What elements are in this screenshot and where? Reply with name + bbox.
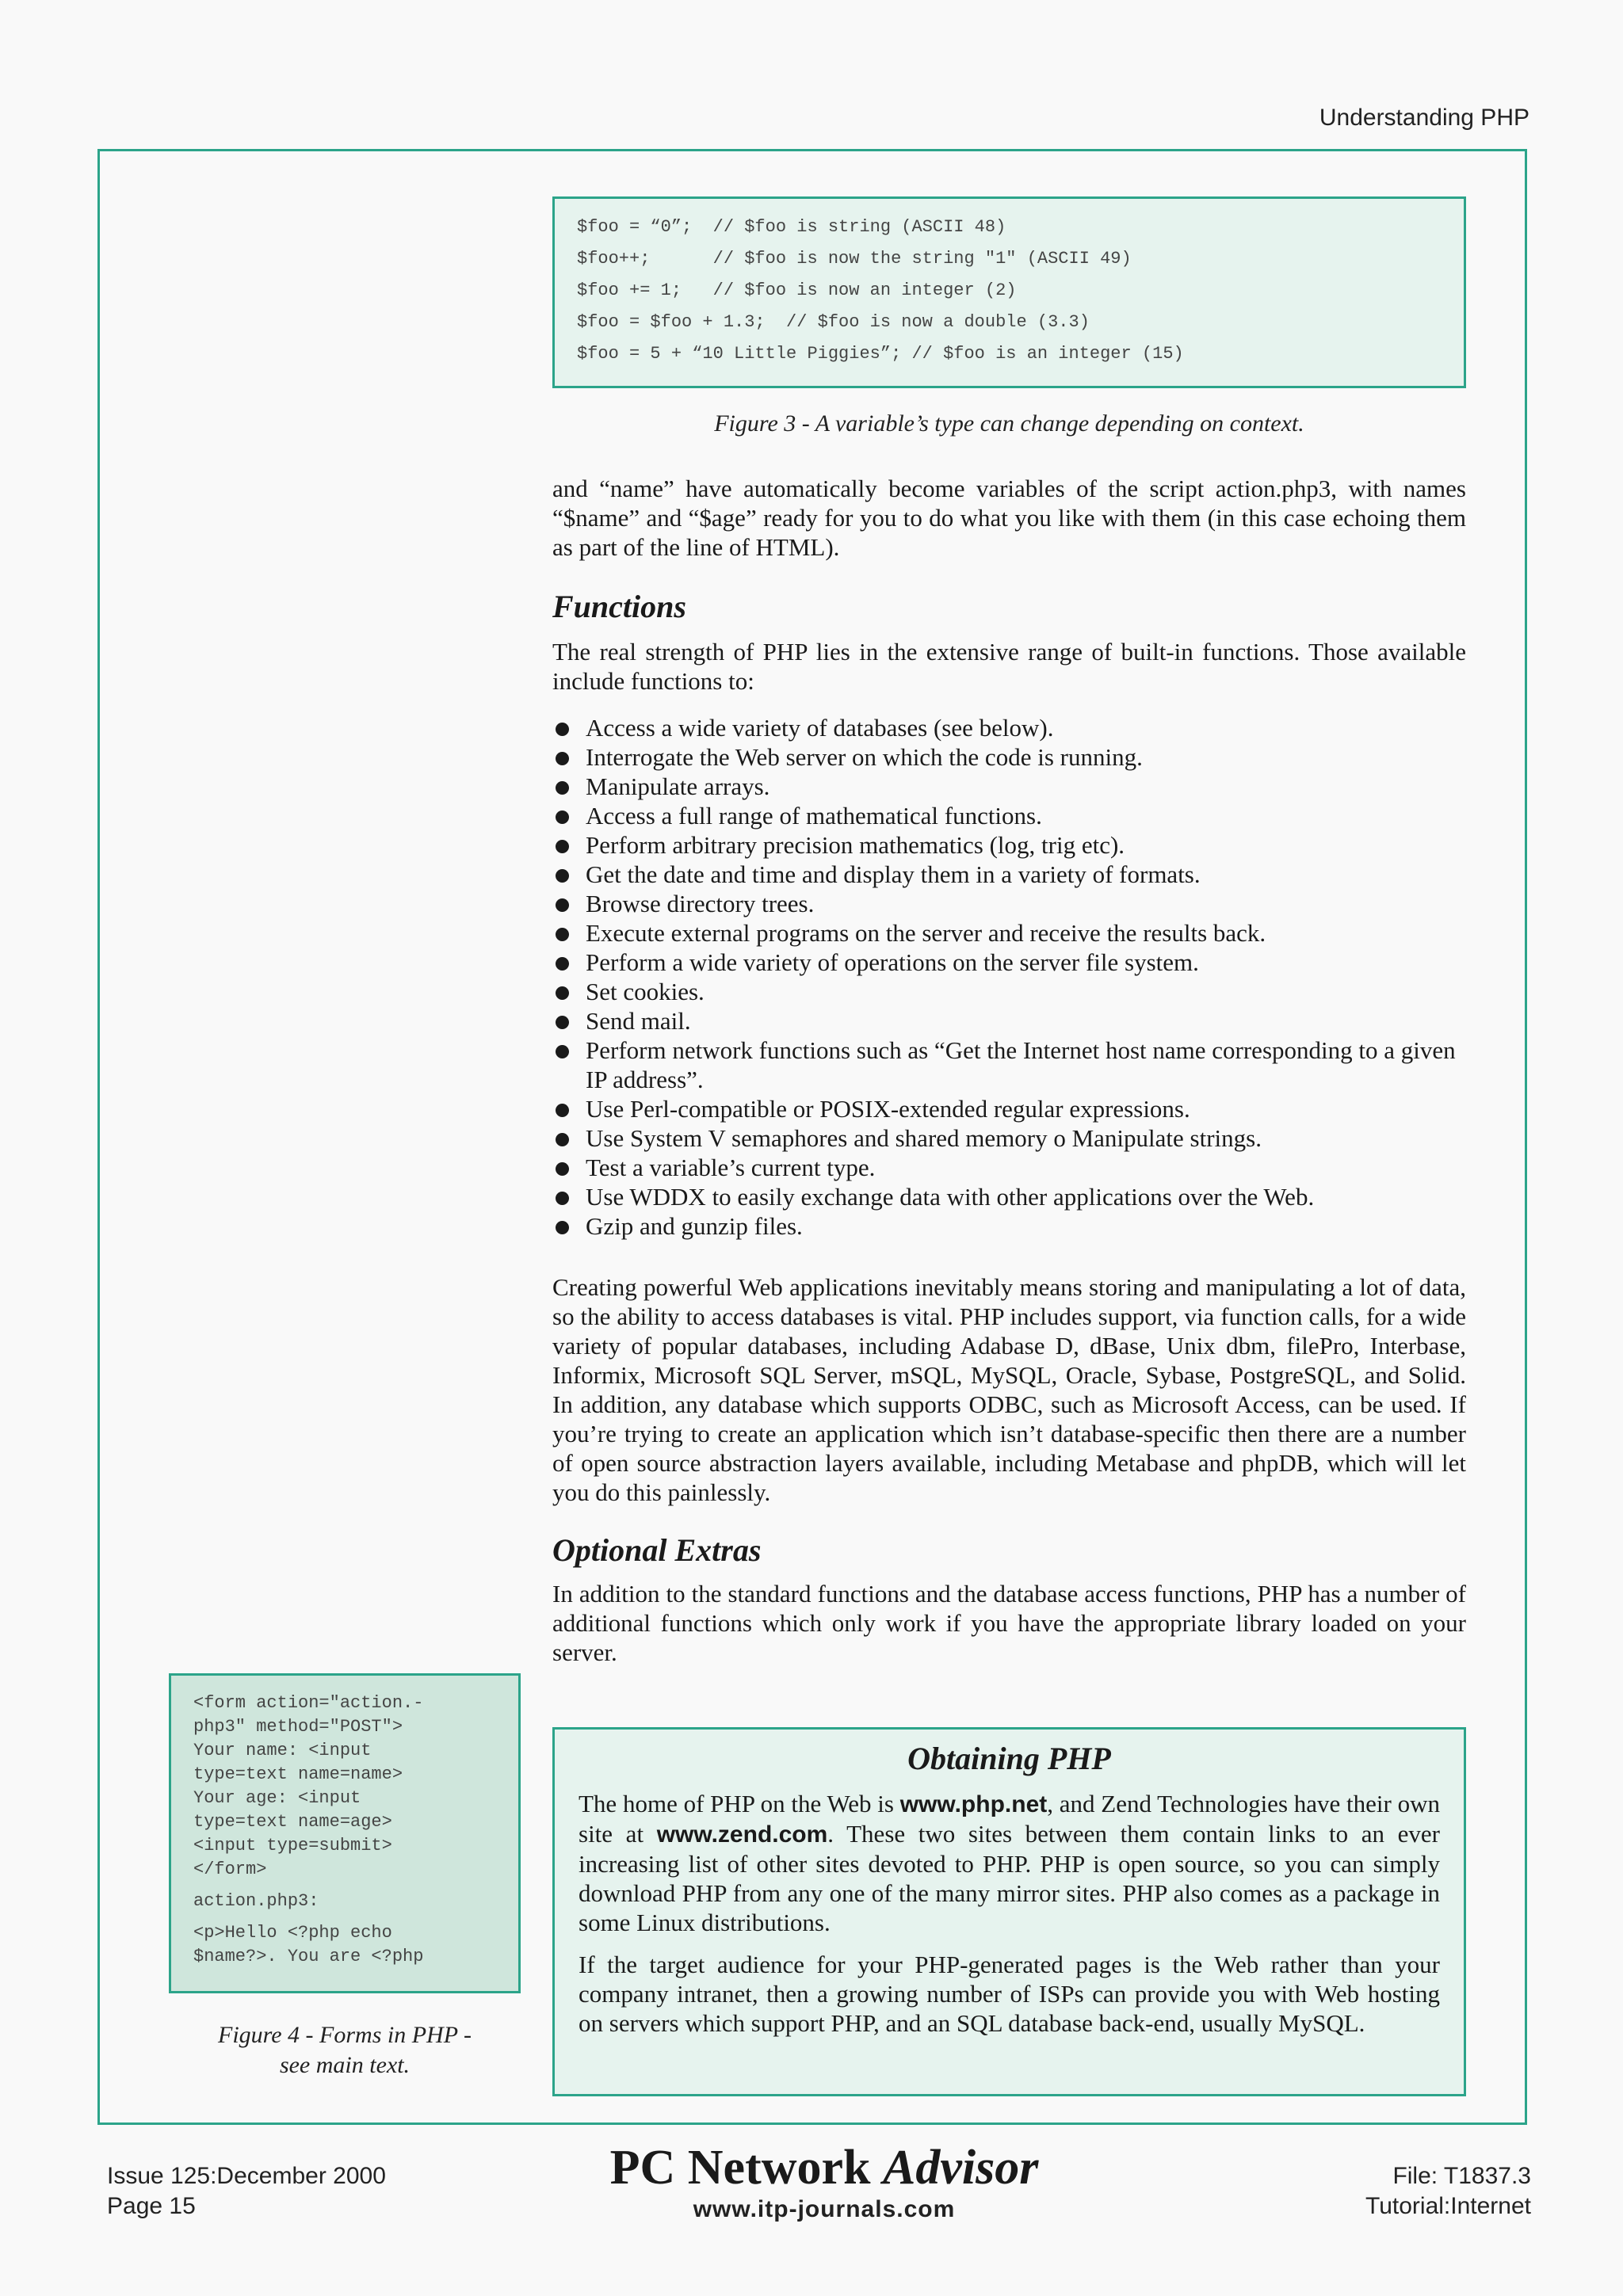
list-item	[552, 1035, 1466, 1094]
code-line: Your age: <input	[193, 1788, 361, 1808]
bullet-icon	[556, 1192, 569, 1205]
functions-intro: The real strength of PHP lies in the extensive range of built-in functions. Those available include functions to:	[552, 638, 1466, 695]
category-label: Tutorial:Internet	[1365, 2193, 1531, 2219]
bullet-icon	[556, 1104, 569, 1117]
list-item-text: Send mail.	[586, 1007, 691, 1035]
issue-label: Issue 125:December 2000	[107, 2163, 386, 2189]
code-line: type=text name=name>	[193, 1764, 403, 1784]
list-item	[552, 1211, 1466, 1241]
publication-name-part: Advisor	[883, 2141, 1039, 2195]
list-item	[552, 801, 1466, 830]
footer-file-info	[1365, 2161, 1531, 2222]
bullet-icon	[556, 869, 569, 883]
list-item	[552, 948, 1466, 977]
list-item	[552, 889, 1466, 918]
list-item	[552, 1006, 1466, 1035]
page-number: Page 15	[107, 2193, 196, 2219]
list-item	[552, 1182, 1466, 1211]
figure-3-caption: Figure 3 - A variable’s type can change depending on context.	[714, 410, 1304, 437]
optional-extras-heading: Optional Extras	[552, 1532, 762, 1568]
list-item	[552, 1153, 1466, 1182]
code-line: <form action="action.-	[193, 1693, 424, 1713]
list-item	[552, 918, 1466, 948]
code-line: $foo = 5 + “10 Little Piggies”; // $foo is an integer (15)	[577, 344, 1184, 364]
bullet-icon	[556, 781, 569, 795]
bullet-icon	[556, 752, 569, 765]
publication-name-part: PC Network	[609, 2141, 883, 2195]
list-item-text: Use System V semaphores and shared memory o Manipulate strings.	[586, 1124, 1262, 1152]
bullet-icon	[556, 928, 569, 941]
code-line: php3" method="POST">	[193, 1717, 403, 1737]
footer-issue-info	[107, 2161, 386, 2222]
optional-extras-paragraph: In addition to the standard functions and the database access functions, PHP has a number of additional functions which only work if you have the appropriate library loaded on your server.	[552, 1580, 1466, 1666]
code-line: type=text name=age>	[193, 1812, 392, 1832]
list-item	[552, 713, 1466, 742]
list-item	[552, 1123, 1466, 1153]
bullet-icon	[556, 840, 569, 853]
text-run: The home of PHP on the Web is	[579, 1790, 900, 1817]
obtaining-paragraph-2: If the target audience for your PHP-generated pages is the Web rather than your company intranet, then a growing number of ISPs can provide you with Web hosting on servers which support PHP, and an SQL database back-end, usually MySQL.	[579, 1951, 1440, 2037]
list-item	[552, 977, 1466, 1006]
list-item-text: Perform network functions such as “Get the Internet host name corresponding to a given IP address”.	[586, 1036, 1456, 1093]
bullet-icon	[556, 1016, 569, 1029]
list-item-text: Get the date and time and display them in a variety of formats.	[586, 860, 1201, 888]
figure-3-code-box	[552, 196, 1466, 388]
code-line: $name?>. You are <?php	[193, 1947, 424, 1966]
databases-paragraph: Creating powerful Web applications inevitably means storing and manipulating a lot of data, so the ability to access databases is vital. PHP includes support, via function calls, for a wide variety of popular databases, including Adabase D, dBase, Unix dbm, filePro, Interbase, Informix, Microsoft SQL Server, mSQL, MySQL, Oracle, Sybase, PostgreSQL, and Solid. In addition, any database which supports ODBC, such as Microsoft Access, can be used. If you’re trying to create an application which isn’t database-specific then there are a number of open source abstraction layers available, including Metabase and phpDB, which will let you do this painlessly.	[552, 1273, 1466, 1506]
publisher-website[interactable]: www.itp-journals.com	[693, 2196, 956, 2222]
list-item-text: Use WDDX to easily exchange data with other applications over the Web.	[586, 1183, 1315, 1211]
list-item-text: Access a full range of mathematical functions.	[586, 802, 1042, 830]
running-header: Understanding PHP	[1319, 105, 1529, 131]
list-item	[552, 742, 1466, 772]
text-run: , and Zend Technologies have their own site at	[579, 1790, 1440, 1848]
bullet-icon	[556, 810, 569, 824]
masthead	[555, 2139, 1094, 2223]
code-line: <p>Hello <?php echo	[193, 1923, 392, 1943]
bullet-icon	[556, 986, 569, 1000]
spacer	[193, 1882, 496, 1890]
list-item-text: Execute external programs on the server and receive the results back.	[586, 919, 1266, 947]
bullet-icon	[556, 957, 569, 971]
code-line: </form>	[193, 1859, 267, 1879]
list-item-text: Test a variable’s current type.	[586, 1154, 876, 1181]
list-item-text: Browse directory trees.	[586, 890, 815, 917]
list-item	[552, 830, 1466, 860]
list-item	[552, 1094, 1466, 1123]
code-line: $foo += 1; // $foo is now an integer (2)	[577, 280, 1017, 300]
list-item-text: Use Perl-compatible or POSIX-extended regular expressions.	[586, 1095, 1190, 1123]
text-run: . These two sites between them contain links to an ever increasing list of other sites devoted to PHP. PHP is open source, so you can simply download PHP from any one of the many mirror sites. PHP also comes as a package in some Linux distributions.	[579, 1820, 1440, 1936]
code-line: Your name: <input	[193, 1741, 372, 1760]
code-line: $foo++; // $foo is now the string "1" (ASCII 49)	[577, 249, 1132, 269]
intro-paragraph: and “name” have automatically become variables of the script action.php3, with names “$name” and “$age” ready for you to do what you like with them (in this case echoing them as part of the line of HTML).	[552, 475, 1466, 561]
bullet-icon	[556, 1221, 569, 1234]
spacer	[193, 1913, 496, 1921]
list-item-text: Access a wide variety of databases (see below).	[586, 714, 1054, 742]
obtaining-php-title: Obtaining PHP	[907, 1741, 1111, 1776]
bullet-icon	[556, 1162, 569, 1176]
code-line: action.php3:	[193, 1891, 319, 1911]
code-line: $foo = $foo + 1.3; // $foo is now a double (3.3)	[577, 312, 1090, 332]
functions-heading: Functions	[552, 589, 686, 624]
main-column	[552, 474, 1466, 1667]
bullet-icon	[556, 898, 569, 912]
list-item-text: Perform arbitrary precision mathematics (log, trig etc).	[586, 831, 1125, 859]
caption-line: see main text.	[279, 2052, 411, 2078]
list-item-text: Set cookies.	[586, 978, 705, 1005]
list-item-text: Manipulate arrays.	[586, 772, 770, 800]
file-label: File: T1837.3	[1392, 2163, 1531, 2189]
zend-com-link[interactable]: www.zend.com	[656, 1821, 828, 1848]
list-item	[552, 772, 1466, 801]
obtaining-php-sidebar	[552, 1727, 1466, 2096]
list-item-text: Perform a wide variety of operations on the server file system.	[586, 948, 1199, 976]
publication-name	[555, 2139, 1094, 2196]
list-item-text: Gzip and gunzip files.	[586, 1212, 803, 1240]
bullet-icon	[556, 723, 569, 736]
code-line: <input type=submit>	[193, 1836, 392, 1855]
obtaining-paragraph-1	[579, 1789, 1440, 1937]
code-line: $foo = “0”; // $foo is string (ASCII 48)	[577, 217, 1006, 237]
figure-4-caption	[169, 2020, 521, 2081]
caption-line: Figure 4 - Forms in PHP -	[218, 2022, 472, 2048]
functions-list	[552, 713, 1466, 1241]
bullet-icon	[556, 1045, 569, 1058]
php-net-link[interactable]: www.php.net	[899, 1791, 1048, 1817]
list-item	[552, 860, 1466, 889]
list-item-text: Interrogate the Web server on which the code is running.	[586, 743, 1143, 771]
figure-4-code-box	[169, 1673, 521, 1993]
bullet-icon	[556, 1133, 569, 1146]
